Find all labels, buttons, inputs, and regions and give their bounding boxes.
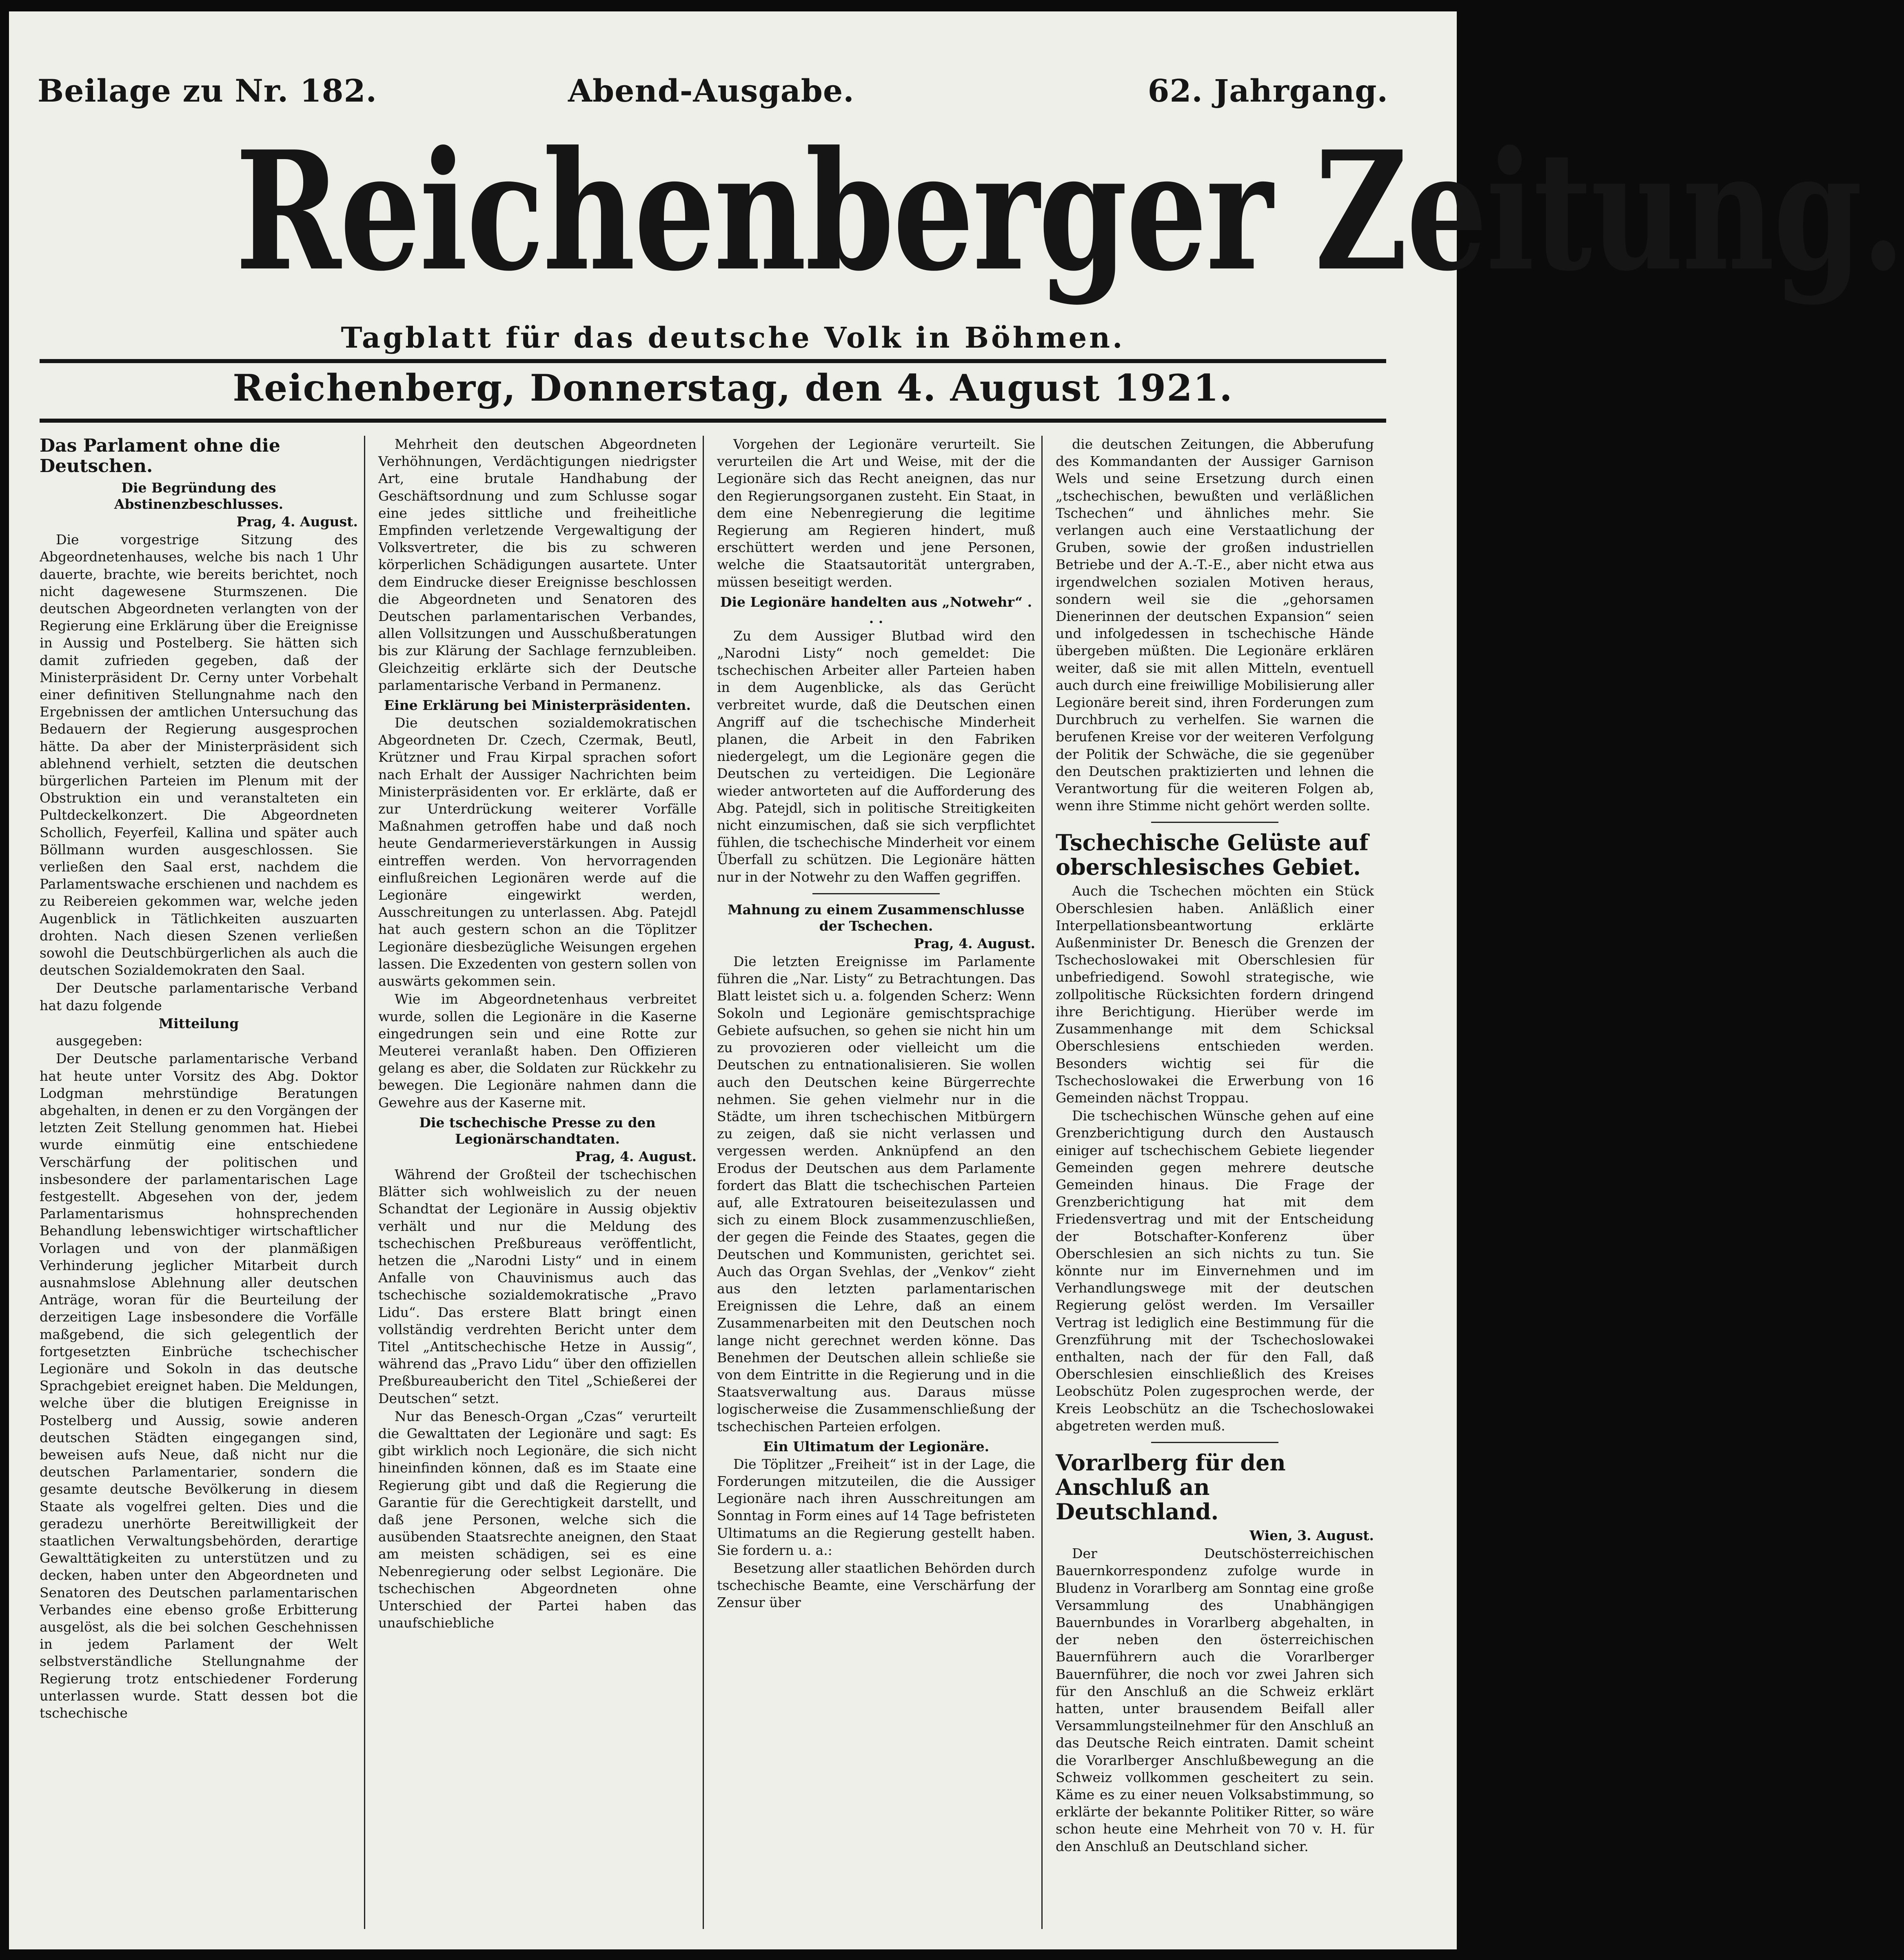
supplement-number: Beilage zu Nr. 182. (38, 73, 377, 109)
article-dateline: Prag, 4. August. (236, 514, 358, 530)
column-2 (378, 436, 697, 1937)
article-dateline: Wien, 3. August. (1249, 1527, 1374, 1543)
section-heading: Die Legionäre handelten aus „Notwehr“ . . . (720, 594, 1032, 626)
paragraph: Die letzten Ereignisse im Parlamente führen die „Nar. Listy“ zu Betrachtungen. Das Blatt leistet sich u. a. folgenden Scherz: Wenn Sokoln und Legionäre gemischtsprachige Gebiete aufsuchen, so gehen sie nicht hin um zu provozieren oder vielleicht um die Deutschen zu entnationalisieren. Sie wollen auch den Deutschen keine Bürgerrechte nehmen. Sie gehen vielmehr nur in die Städte, um ihren tschechischen Mitbürgern zu zeigen, daß sie nicht verlassen und vergessen werden. Anknüpfend an den Erodus der Deutschen aus dem Parlamente fordert das Blatt die tschechischen Parteien auf, alle Extratouren beiseitezulassen und sich zu einem Block zusammenzuschließen, der gegen die Feinde des Staates, gegen die Deutschen und Kommunisten, gerichtet sei. Auch das Organ Svehlas, der „Venkov“ zieht aus den letzten parlamentarischen Ereignissen die Lehre, daß an einem Zusammenarbeiten mit den Deutschen noch lange nicht gerechnet werden könne. Das Benehmen der Deutschen allein schließe sie von dem Eintritte in die Regierung und in die Staatsverwaltung aus. Daraus müsse logischerweise die Zusammenschließung der tschechischen Parteien erfolgen. (717, 953, 1035, 1435)
masthead-top-line (38, 73, 1388, 118)
column-divider (703, 436, 704, 1929)
separator (812, 893, 940, 894)
column-1 (40, 436, 358, 1937)
paragraph: Wie im Abgeordnetenhaus verbreitet wurde, sollen die Legionäre in die Kaserne eingedrungen sein und eine Rotte zur Meuterei veranlaßt haben. Den Offizieren gelang es aber, die Soldaten zur Rückkehr zu bewegen. Die Legionäre nahmen dann die Gewehre aus der Kaserne mit. (378, 991, 697, 1111)
article-subhead: Die Begründung des Abstinenzbeschlusses. (114, 480, 284, 512)
volume-label: 62. Jahrgang. (1147, 73, 1388, 109)
article-dateline: Prag, 4. August. (575, 1148, 697, 1164)
paragraph: Nur das Benesch-Organ „Czas“ verurteilt die Gewalttaten der Legionäre und sagt: Es gibt wirklich noch Legionäre, die sich nicht hineinfinden können, daß es im Staate eine Regierung gibt und daß die Regierung die Garantie für die Gerechtigkeit darstellt, und daß jene Personen, welche sich die ausübenden Staatsrechte aneignen, den Staat am meisten schädigen, sei es eine Nebenregierung oder selbst Legionäre. Die tschechischen Abgeordneten ohne Unterschied der Partei haben das unaufschiebliche (378, 1408, 697, 1631)
issue-dateline: Reichenberg, Donnerstag, den 4. August 1921. (233, 366, 1233, 410)
article-headline: Das Parlament ohne die Deutschen. (40, 435, 280, 477)
paragraph: Die tschechischen Wünsche gehen auf eine Grenzberichtigung durch den Austausch einiger auf tschechischem Gebiete liegender Gemeinden gegen mehrere deutsche Gemeinden hinaus. Die Frage der Grenzberichtigung hat mit dem Friedensvertrag und mit der Entscheidung der Botschafter-Konferenz über Oberschlesien an sich nichts zu tun. Sie könnte nur im Einvernehmen und im Verhandlungswege mit der deutschen Regierung gelöst werden. Im Versailler Vertrag ist lediglich eine Bestimmung für die Grenzführung mit der Tschechoslowakei enthalten, nach der für den Fall, daß Oberschlesien einschließlich des Kreises Leobschütz Polen zugesprochen werde, der Kreis Leobschütz an die Tschechoslowakei abgetreten werden muß. (1056, 1108, 1374, 1434)
paragraph: Der Deutsche parlamentarische Verband hat dazu folgende (40, 980, 358, 1013)
section-heading: Ein Ultimatum der Legionäre. (763, 1438, 990, 1454)
paragraph: Die Töplitzer „Freiheit“ ist in der Lage, die Forderungen mitzuteilen, die die Aussiger Legionäre nach ihren Ausschreitungen am Sonntag in Form eines auf 14 Tage befristeten Ultimatums an die Regierung gestellt haben. Sie fordern u. a.: (717, 1456, 1035, 1558)
column-divider (1041, 436, 1043, 1929)
newspaper-title: Reichenberger Zeitung. (235, 115, 1904, 307)
paragraph: die deutschen Zeitungen, die Abberufung des Kommandanten der Aussiger Garnison Wels und seine Ersetzung durch einen „tschechischen, bewußten und verläßlichen Tschechen“ und ähnliches mehr. Sie verlangen auch eine Verstaatlichung der Gruben, sowie der großen industriellen Betriebe und der A.-T.-E., aber nicht etwa aus irgendwelchen sozialen Motiven heraus, sondern weil sie die „gehorsamen Dienerinnen der deutschen Expansion“ seien und infolgedessen in tschechische Hände übergeben müßten. Die Legionäre erklären weiter, daß sie mit allen Mitteln, eventuell auch durch eine freiwillige Mobilisierung aller Legionäre bereit sind, ihren Forderungen zum Durchbruch zu verhelfen. Sie warnen die berufenen Kreise vor der weiteren Verfolgung der Politik der Schwäche, die sie gegenüber den Deutschen praktizierten und lehnen die Verantwortung für die weiteren Folgen ab, wenn ihre Stimme nicht gehört werden sollte. (1056, 436, 1374, 814)
column-3 (717, 436, 1035, 1937)
paragraph: ausgegeben: (56, 1033, 143, 1049)
article-headline: Vorarlberg für den Anschluß an Deutschland. (1056, 1449, 1286, 1525)
paragraph: Die vorgestrige Sitzung des Abgeordnetenhauses, welche bis nach 1 Uhr dauerte, brachte, wie bereits berichtet, noch nicht dagewesene Sturmszenen. Die deutschen Abgeordneten verlangten von der Regierung eine Erklärung über die Ereignisse in Aussig und Postelberg. Sie hätten sich damit zufrieden gegeben, daß der Ministerpräsident Dr. Cerny unter Vorbehalt einer definitiven Stellungnahme nach den Ergebnissen der amtlichen Untersuchung das Bedauern der Regierung ausgesprochen hätte. Da aber der Ministerpräsident sich ablehnend verhielt, setzten die deutschen bürgerlichen Parteien im Plenum mit der Obstruktion ein und veranstalteten ein Pultdeckelkonzert. Die Abgeordneten Schollich, Feyerfeil, Kallina und später auch Böllmann wurden ausgeschlossen. Sie verließen den Saal erst, nachdem die Parlamentswache erschienen und nachdem es zu Reibereien gekommen war, welche jeden Augenblick in Tätlichkeiten auszuarten drohten. Nach diesen Szenen verließen sowohl die Deutschbürgerlichen als auch die deutschen Sozialdemokraten den Saal. (40, 532, 358, 978)
newspaper-subtitle: Tagblatt für das deutsche Volk in Böhmen. (341, 321, 1125, 355)
paragraph: Vorgehen der Legionäre verurteilt. Sie verurteilen die Art und Weise, mit der die Legionäre sich das Recht aneignen, das nur den Regierungsorganen zusteht. Ein Staat, in dem eine Nebenregierung die legitime Regierung am Regieren hindert, muß erschüttert werden und jene Personen, welche die Staatsautorität untergraben, müssen beseitigt werden. (717, 436, 1035, 590)
section-heading: Eine Erklärung bei Ministerpräsidenten. (384, 697, 691, 714)
edition-label: Abend-Ausgabe. (568, 73, 854, 109)
paragraph: Der Deutsche parlamentarische Verband hat heute unter Vorsitz des Abg. Doktor Lodgman mehrstündige Beratungen abgehalten, in denen er zu den Vorgängen der letzten Zeit Stellung genommen hat. Hiebei wurde einmütig eine entschiedene Verschärfung der politischen und insbesondere der parlamentarischen Lage festgestellt. Abgesehen von der, jedem Parlamentarismus hohnsprechenden Behandlung lebenswichtiger wirtschaftlicher Vorlagen und von der planmäßigen Verhinderung jeglicher Mitarbeit durch ausnahmslose Ablehnung aller deutschen Anträge, woran für die Beurteilung der derzeitigen Lage insbesondere die Vorfälle maßgebend, die sich gelegentlich der fortgesetzten Einbrüche tschechischer Legionäre und Sokoln in das deutsche Sprachgebiet ereignet haben. Die Meldungen, welche über die blutigen Ereignisse in Postelberg und Aussig, sowie anderen deutschen Städten eingegangen sind, beweisen aufs Neue, daß nicht nur die deutschen Parlamentarier, sondern die gesamte deutsche Bevölkerung in diesem Staate als vogelfrei gelten. Dies und die geradezu unerhörte Bereitwilligkeit der staatlichen Verwaltungsbehörden, derartige Gewalttätigkeiten zu unterstützen und zu decken, haben unter den Abgeordneten und Senatoren des Deutschen parlamentarischen Verbandes eine ebenso große Erbitterung ausgelöst, als die bei solchen Geschehnissen in jedem Parlament der Welt selbstverständliche Stellungnahme der Regierung trotz entschiedener Forderung unterlassen wurde. Statt dessen bot die tschechische (40, 1051, 358, 1721)
paragraph: Auch die Tschechen möchten ein Stück Oberschlesien haben. Anläßlich einer Interpellationsbeantwortung erklärte Außenminister Dr. Benesch die Grenzen der Tschechoslowakei mit Oberschlesien für unbefriedigend. Sowohl strategische, wie zollpolitische Rücksichten fordern dringend ihre Berichtigung. Hierüber werde im Zusammenhange mit dem Schicksal Oberschlesiens entschieden werden. Besonders wichtig sei für die Tschechoslowakei die Erwerbung von 16 Gemeinden nächst Troppau. (1056, 883, 1374, 1106)
paragraph: Während der Großteil der tschechischen Blätter sich wohlweislich zu der neuen Schandtat der Legionäre in Aussig objektiv verhält und nur die Meldung des tschechischen Preßbureaus veröffentlicht, hetzen die „Narodni Listy“ und in einem Anfalle von Chauvinismus auch das tschechische sozialdemokratische „Pravo Lidu“. Das erstere Blatt bringt einen vollständig verdrehten Bericht unter dem Titel „Antitschechische Hetze in Aussig“, während das „Pravo Lidu“ über den offiziellen Preßbureaubericht den Titel „Schießerei der Deutschen“ setzt. (378, 1166, 697, 1406)
column-4 (1056, 436, 1374, 1937)
paragraph: Zu dem Aussiger Blutbad wird den „Narodni Listy“ noch gemeldet: Die tschechischen Arbeiter aller Parteien haben in dem Augenblicke, als das Gerücht verbreitet wurde, daß die Deutschen einen Angriff auf die tschechische Minderheit planen, die Arbeit in den Fabriken niedergelegt, um die Legionäre gegen die Deutschen zu verteidigen. Die Legionäre wieder antworteten auf die Aufforderung des Abg. Patejdl, sich in politische Streitigkeiten nicht einzumischen, daß sie sich verpflichtet fühlen, die tschechische Minderheit vor einem Überfall zu schützen. Die Legionäre hätten nur in der Notwehr zu den Waffen gegriffen. (717, 627, 1035, 885)
paragraph: Besetzung aller staatlichen Behörden durch tschechische Beamte, eine Verschärfung der Zensur über (717, 1560, 1035, 1611)
separator (1151, 822, 1278, 823)
bottom-rule (40, 419, 1386, 423)
column-divider (364, 436, 365, 1929)
separator (1151, 1442, 1278, 1443)
newspaper-page (9, 11, 1904, 1949)
article-dateline: Prag, 4. August. (914, 935, 1035, 951)
paragraph: Die deutschen sozialdemokratischen Abgeordneten Dr. Czech, Czermak, Beutl, Krützner und Frau Kirpal sprachen sofort nach Erhalt der Aussiger Nachrichten beim Ministerpräsidenten vor. Er erklärte, daß er zur Unterdrückung weiterer Vorfälle Maßnahmen getroffen habe und daß noch heute Gendarmerieverstärkungen in Aussig eintreffen werden. Von hervorragenden einflußreichen Legionären werde auf die Legionäre eingewirkt werden, Ausschreitungen zu unterlassen. Abg. Patejdl hat auch gestern schon an die Töplitzer Legionäre diesbezügliche Weisungen ergehen lassen. Die Exzedenten von gestern sollen von auswärts gekommen sein. (378, 715, 697, 989)
paragraph: Mehrheit den deutschen Abgeordneten Verhöhnungen, Verdächtigungen niedrigster Art, eine brutale Handhabung der Geschäftsordnung und zum Schlusse sogar eine jedes sittliche und freiheitliche Empfinden verletzende Vergewaltigung der Volksvertreter, die bis zu schweren körperlichen Schädigungen ausartete. Unter dem Eindrucke dieser Ereignisse beschlossen die Abgeordneten und Senatoren des Deutschen parlamentarischen Verbandes, allen Vollsitzungen und Ausschußberatungen bis zur Klärung der Sachlage fernzubleiben. Gleichzeitig erklärte sich der Deutsche parlamentarische Verband in Permanenz. (378, 436, 697, 693)
section-heading: Die tschechische Presse zu den Legionärschandtaten. (419, 1114, 656, 1147)
article-headline: Tschechische Gelüste auf oberschlesisches Gebiet. (1056, 829, 1369, 880)
section-heading: Mahnung zu einem Zusammenschlusse der Tschechen. (728, 901, 1025, 934)
section-label: Mitteilung (158, 1015, 239, 1031)
top-rule (40, 359, 1386, 363)
paragraph: Der Deutschösterreichischen Bauernkorrespondenz zufolge wurde in Bludenz in Vorarlberg am Sonntag eine große Versammlung des Unabhängigen Bauernbundes in Vorarlberg abgehalten, in der neben den österreichischen Bauernführern auch die Vorarlberger Bauernführer, die noch vor zwei Jahren sich für den Anschluß an die Schweiz erklärt hatten, unter brausendem Beifall aller Versammlungsteilnehmer für den Anschluß an das Deutsche Reich eintraten. Damit scheint die Vorarlberger Anschlußbewegung an die Schweiz vollkommen gescheitert zu sein. Käme es zu einer neuen Volksabstimmung, so erklärte der bekannte Politiker Ritter, so wäre schon heute eine Mehrheit von 70 v. H. für den Anschluß an Deutschland sicher. (1056, 1545, 1374, 1854)
